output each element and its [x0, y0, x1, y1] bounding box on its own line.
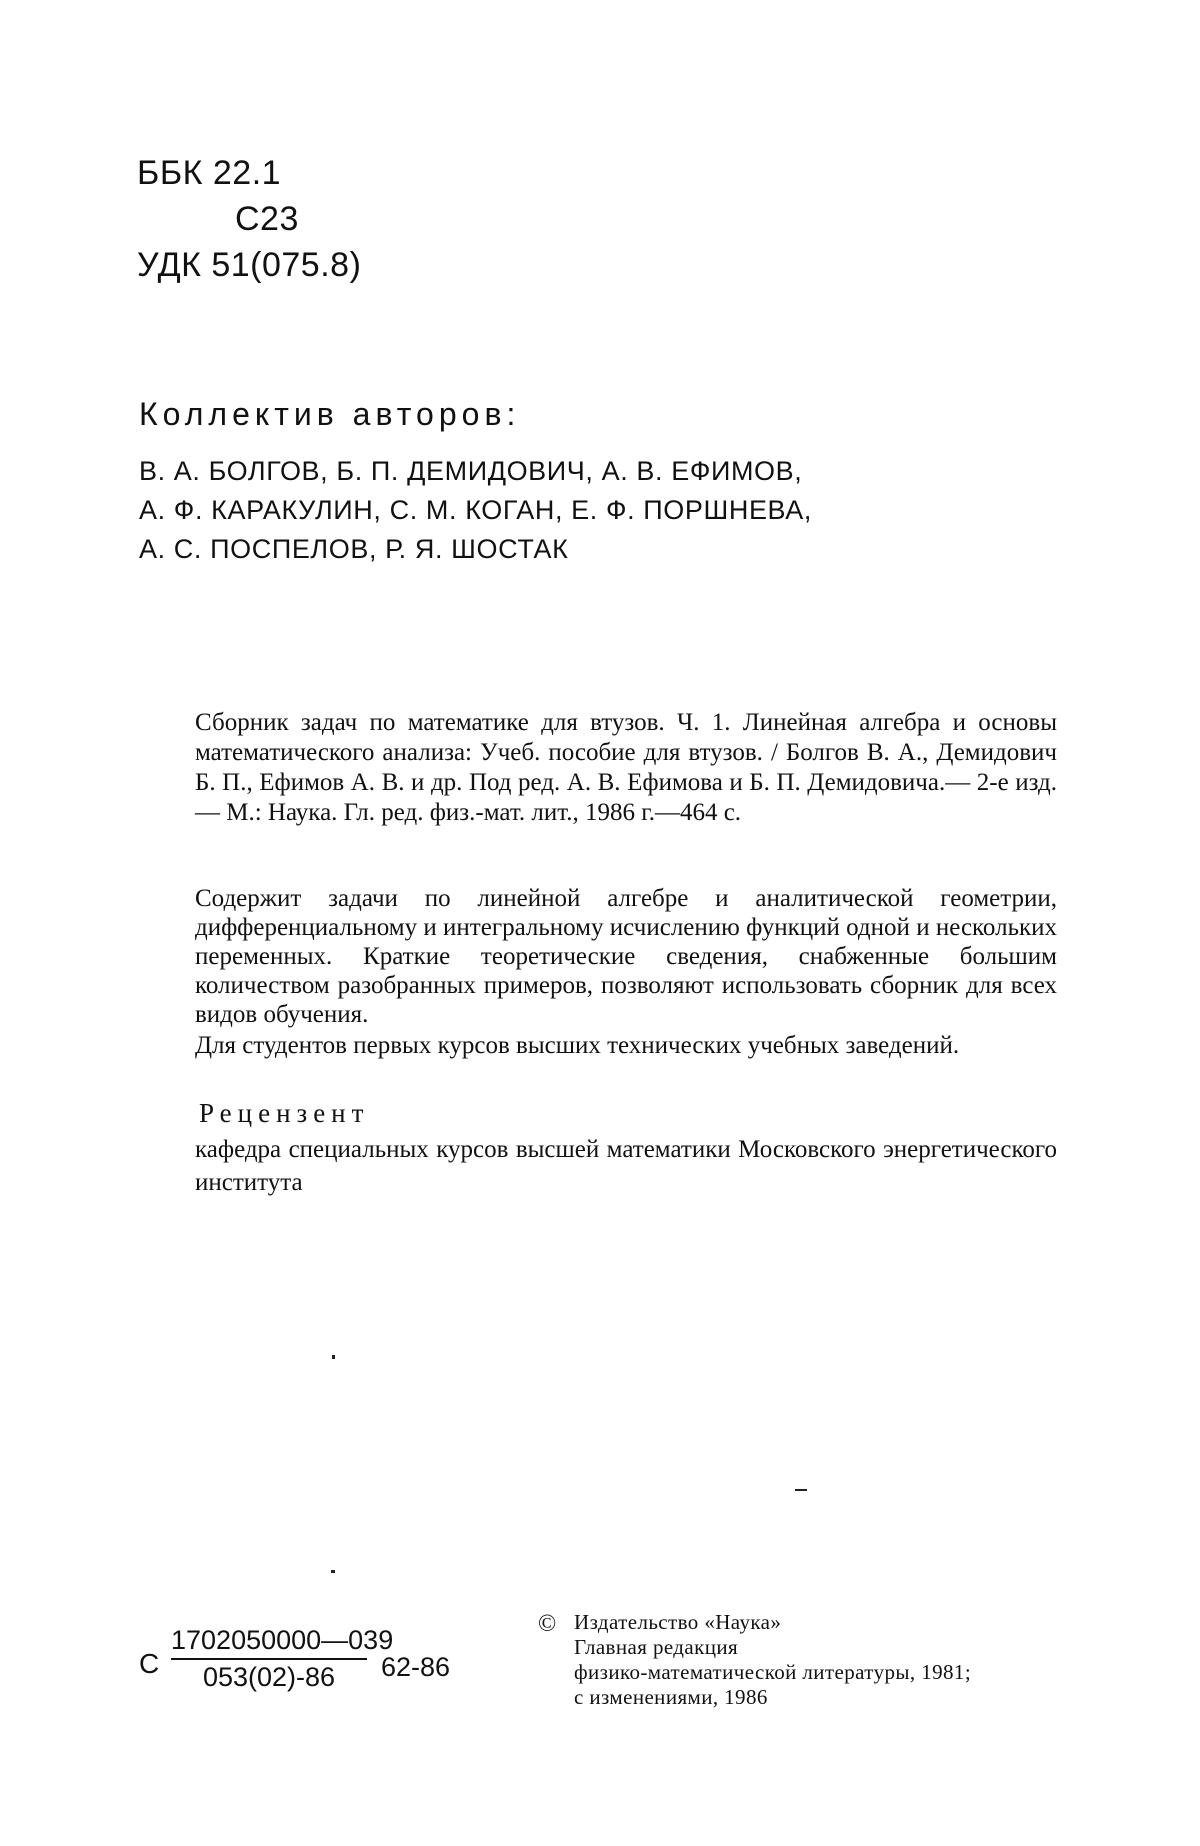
annotation-paragraph: Для студентов первых курсов высших технических учебных заведений.: [195, 1032, 960, 1059]
print-speck: [332, 1355, 335, 1359]
bibliographic-text: Сборник задач по математике для втузов. Ч. 1. Линейная алгебра и основы математического анализа: Учеб. пособие для втузов. / Болгов В. А., Демидович Б. П., Ефимов А. В. и др. Под ред. А. В. Ефимова и Б. П. Демидовича.— 2-е изд.— М.: Наука. Гл. ред. физ.-мат. лит., 1986 г.—464 с.: [195, 709, 1057, 826]
reviewer-text: кафедра специальных курсов высшей математики Московского энергетического института: [195, 1136, 1057, 1196]
catalog-fraction: [171, 1625, 394, 1693]
authors-heading: Коллектив авторов:: [139, 396, 521, 432]
copyright-line: с изменениями, 1986: [574, 1685, 768, 1709]
print-speck: [331, 1570, 335, 1573]
print-speck: [795, 1489, 807, 1491]
bbk-code: ББК 22.1: [137, 154, 282, 192]
copyright-line: Главная редакция: [574, 1635, 739, 1659]
authors-list: [139, 452, 812, 569]
catalog-prefix: С: [139, 1648, 160, 1679]
copyright-icon: ©: [538, 1611, 557, 1637]
authors-line: А. С. ПОСПЕЛОВ, Р. Я. ШОСТАК: [139, 534, 569, 564]
reviewer-heading: Рецензент: [199, 1098, 370, 1128]
catalog-suffix: 62-86: [381, 1652, 451, 1682]
annotation: [195, 884, 1057, 1062]
authors-line: В. А. БОЛГОВ, Б. П. ДЕМИДОВИЧ, А. В. ЕФИМОВ,: [139, 456, 803, 486]
authors-line: А. Ф. КАРАКУЛИН, С. М. КОГАН, Е. Ф. ПОРШНЕВА,: [139, 495, 812, 525]
copyright-lines: [574, 1610, 971, 1710]
catalog-denominator: 053(02)-86: [202, 1662, 336, 1692]
copyright-line: Издательство «Наука»: [574, 1610, 782, 1634]
author-mark: С23: [235, 200, 299, 238]
copyright-line: физико-математической литературы, 1981;: [574, 1660, 972, 1684]
bibliographic-entry: [195, 708, 1057, 828]
udk-code: УДК 51(075.8): [137, 246, 362, 284]
annotation-paragraph: Содержит задачи по линейной алгебре и аналитической геометрии, дифференциальному и интегральному исчислению функций одной и нескольких переменных. Краткие теоретические сведения, снабженные большим количеством разобранных примеров, позволяют использовать сборник для всех видов обучения.: [195, 885, 1057, 1028]
classification-block: [137, 150, 361, 288]
catalog-numerator: 1702050000—039: [171, 1625, 367, 1660]
